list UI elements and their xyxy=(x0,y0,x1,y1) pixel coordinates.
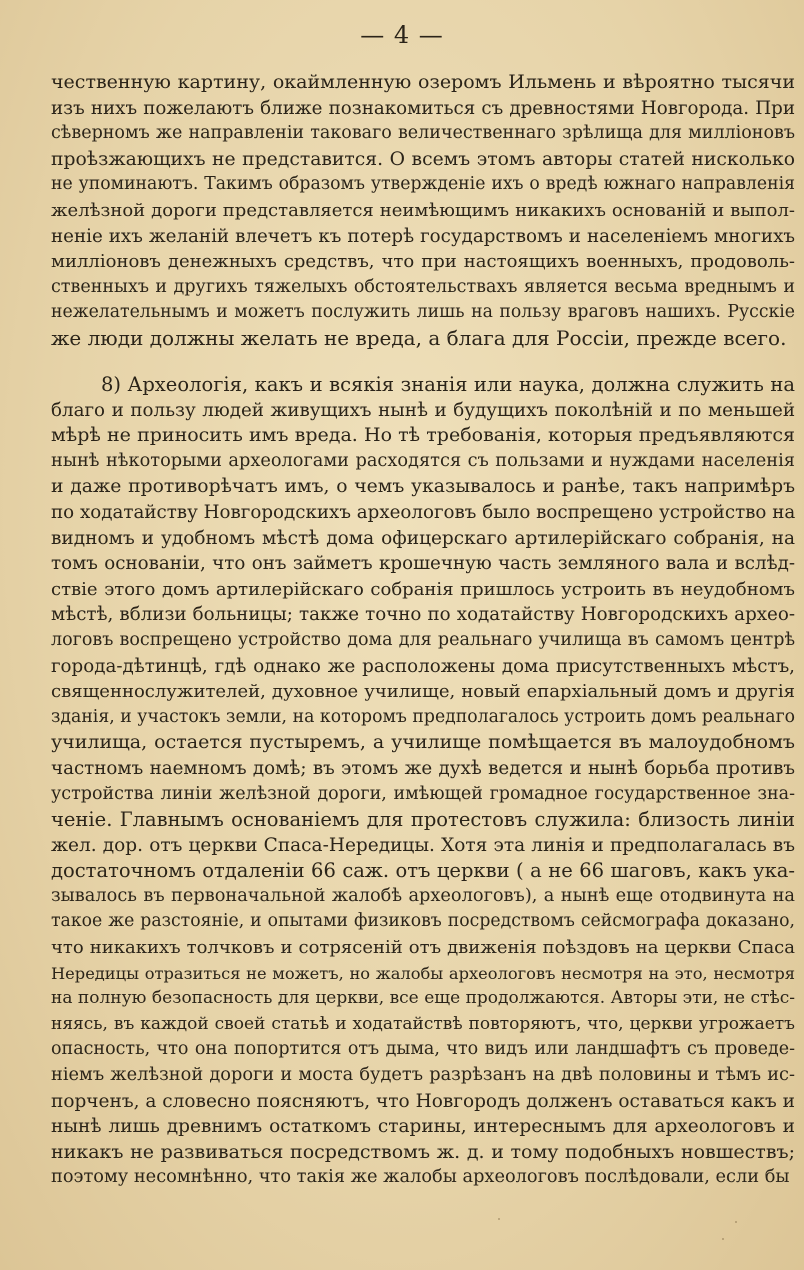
text-line: жел. дор. отъ церкви Спаса-Нередицы. Хотя эта линія и предполагалась въ xyxy=(51,834,795,856)
text-line: Нередицы отразиться не можетъ, но жалобы археологовъ несмотря на это, несмотря xyxy=(51,963,795,983)
text-line: училища, остается пустыремъ, а училище помѣщается въ малоудобномъ xyxy=(51,731,795,754)
text-line: сѣверномъ же направленіи таковаго величественнаго зрѣлища для милліоновъ xyxy=(51,123,795,144)
text-line: благо и пользу людей живущихъ нынѣ и будущихъ поколѣній и по меньшей xyxy=(51,399,795,421)
text-line: видномъ и удобномъ мѣстѣ дома офицерскаго артилерійскаго собранія, на xyxy=(51,527,795,549)
text-line: ніемъ желѣзной дороги и моста будетъ разрѣзанъ на двѣ половины и тѣмъ ис- xyxy=(51,1065,795,1086)
text-line: что никакихъ толчковъ и сотрясеній отъ движенія поѣздовъ на церкви Спаса xyxy=(51,937,795,959)
text-line: никакъ не развиваться посредствомъ ж. д. и тому подобныхъ новшествъ; xyxy=(51,1140,795,1163)
text-line: такое же разстояніе, и опытами физиковъ посредствомъ сейсмографа доказано, xyxy=(51,911,795,932)
text-line: логовъ воспрещено устройство дома для реальнаго училища въ самомъ центрѣ xyxy=(51,629,795,650)
text-line: опасность, что она попортится отъ дыма, что видъ или ландшафтъ съ проведе- xyxy=(51,1039,795,1060)
text-line: милліоновъ денежныхъ средствъ, что при настоящихъ военныхъ, продоволь- xyxy=(51,251,795,273)
paper-speck xyxy=(722,1238,724,1240)
text-line: проѣзжающихъ не представится. О всемъ этомъ авторы статей нисколько xyxy=(51,148,795,170)
text-line: томъ основаніи, что онъ займетъ крошечную часть земляного вала и вслѣд- xyxy=(51,553,795,575)
text-line: священнослужителей, духовное училище, новый епархіальный домъ и другія xyxy=(51,681,795,703)
text-line: нынѣ нѣкоторыми археологами расходятся съ пользами и нуждами населенія xyxy=(51,450,795,471)
text-line: города-дѣтинцѣ, гдѣ однако же расположены дома присутственныхъ мѣстъ, xyxy=(51,655,795,677)
text-line: неніе ихъ желаній влечетъ къ потерѣ государствомъ и населеніемъ многихъ xyxy=(51,225,795,247)
text-line: ствіе этого домъ артилерійскаго собранія пришлось устроить въ неудобномъ xyxy=(51,578,795,600)
text-line: на полную безопасность для церкви, все еще продолжаются. Авторы эти, не стѣс- xyxy=(51,988,795,1009)
text-line: по ходатайству Новгородскихъ археологовъ было воспрещено устройство на xyxy=(51,501,795,523)
text-line: няясь, въ каждой своей статьѣ и ходатайствѣ повторяютъ, что, церкви угрожаетъ xyxy=(51,1013,795,1034)
paragraph-continuation xyxy=(51,70,795,352)
paragraph-8 xyxy=(51,372,795,1191)
text-line: ченіе. Главнымъ основаніемъ для протестовъ служила: близость линіи xyxy=(51,808,795,832)
paper-speck xyxy=(498,1218,500,1220)
text-line: поэтому несомнѣнно, что такія же жалобы археологовъ послѣдовали, если бы xyxy=(51,1167,790,1188)
text-line: устройства линіи желѣзной дороги, имѣющей громадное государственное зна- xyxy=(51,783,795,804)
text-line: частномъ наемномъ домѣ; въ этомъ же духѣ ведется и нынѣ борьба противъ xyxy=(51,757,795,779)
text-line: зданія, и участокъ земли, на которомъ предполагалось устроить домъ реальнаго xyxy=(51,706,795,727)
page-number: — 4 — xyxy=(360,21,444,49)
text-line: нынѣ лишь древнимъ остаткомъ старины, интереснымъ для археологовъ и xyxy=(51,1116,795,1138)
text-line: не упоминаютъ. Такимъ образомъ утвержденіе ихъ о вредѣ южнаго направленія xyxy=(51,174,795,195)
text-line: 8) Археологія, какъ и всякія знанія или наука, должна служить на xyxy=(101,373,795,396)
text-line: мѣстѣ, вблизи больницы; также точно по ходатайству Новгородскихъ архео- xyxy=(51,604,795,626)
text-line: зывалось въ первоначальной жалобѣ археологовъ), а нынѣ еще отодвинута на xyxy=(51,885,795,906)
text-line: и даже противорѣчатъ имъ, о чемъ указывалось и ранѣе, такъ напримѣръ xyxy=(51,476,795,498)
text-line: желѣзной дороги представляется неимѣющимъ никакихъ основаній и выпол- xyxy=(51,199,795,221)
text-line: нежелательнымъ и можетъ послужить лишь на пользу враговъ нашихъ. Русскіе xyxy=(51,302,795,323)
text-line: порченъ, а словесно поясняютъ, что Новгородъ долженъ оставаться какъ и xyxy=(51,1090,795,1112)
text-line: достаточномъ отдаленіи 66 саж. отъ церкви ( а не 66 шаговъ, какъ ука- xyxy=(51,859,795,883)
text-line: мѣрѣ не приносить имъ вреда. Но тѣ требованія, которыя предъявляются xyxy=(51,424,795,447)
text-line: ственныхъ и другихъ тяжелыхъ обстоятельствахъ является весьма вреднымъ и xyxy=(51,276,795,297)
text-line: чественную картину, окаймленную озеромъ Ильмень и вѣроятно тысячи xyxy=(51,71,795,93)
paper-speck xyxy=(735,1221,737,1223)
text-line: же люди должны желать не вреда, а блага для Россіи, прежде всего. xyxy=(51,325,787,350)
text-line: изъ нихъ пожелаютъ ближе познакомиться съ древностями Новгорода. При xyxy=(51,97,795,119)
